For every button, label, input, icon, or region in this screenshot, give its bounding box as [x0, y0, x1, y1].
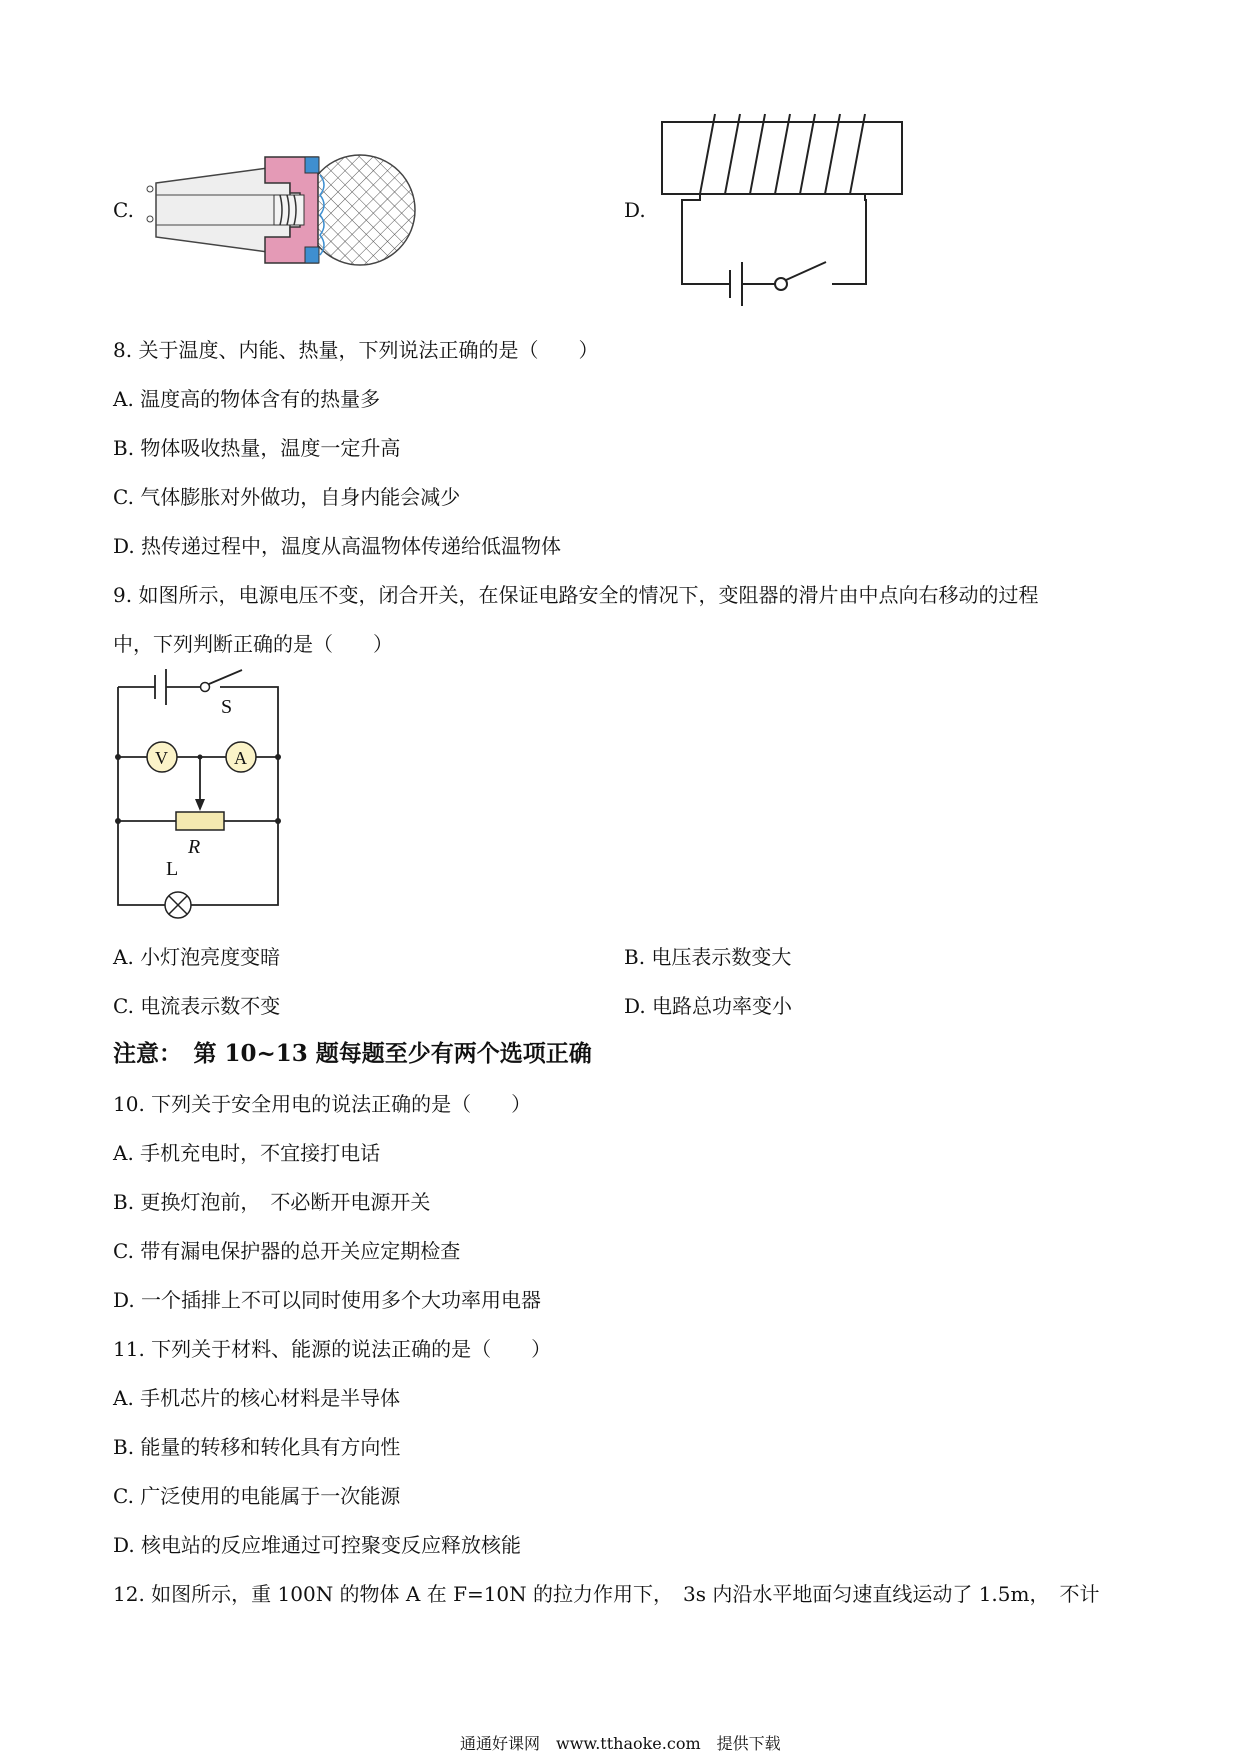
multi-answer-note: 注意： 第 10~13 题每题至少有两个选项正确 — [113, 1040, 592, 1067]
q8-option-b: B. 物体吸收热量，温度一定升高 — [113, 436, 401, 460]
q10-option-a: A. 手机充电时，不宜接打电话 — [113, 1141, 381, 1165]
electromagnet-figure — [660, 112, 920, 312]
q9-stem-line2: 中，下列判断正确的是（ ） — [113, 632, 393, 656]
q9-circuit-figure — [110, 665, 310, 915]
q11-stem: 11. 下列关于材料、能源的说法正确的是（ ） — [113, 1337, 552, 1361]
microphone-figure — [140, 135, 440, 285]
q9-option-d: D. 电路总功率变小 — [624, 994, 793, 1018]
resistor-label: R — [188, 836, 201, 858]
q8-option-c: C. 气体膨胀对外做功，自身内能会减少 — [113, 485, 461, 509]
lamp-label: L — [166, 858, 179, 880]
q9-option-c: C. 电流表示数不变 — [113, 994, 281, 1018]
q12-stem: 12. 如图所示，重 100N 的物体 A 在 F=10N 的拉力作用下， 3s 内沿水平地面匀速直线运动了 1.5m， 不计 — [113, 1582, 1100, 1606]
option-d-label: D. — [624, 198, 646, 222]
q10-option-c: C. 带有漏电保护器的总开关应定期检查 — [113, 1239, 461, 1263]
page-footer: 通通好课网 www.tthaoke.com 提供下载 — [460, 1734, 781, 1753]
q9-stem-line1: 9. 如图所示，电源电压不变，闭合开关，在保证电路安全的情况下，变阻器的滑片由中点向右移动的过程 — [113, 583, 1039, 607]
svg-text:A: A — [234, 748, 247, 768]
q11-option-c: C. 广泛使用的电能属于一次能源 — [113, 1484, 401, 1508]
q11-option-b: B. 能量的转移和转化具有方向性 — [113, 1435, 401, 1459]
svg-text:V: V — [155, 748, 168, 768]
q11-option-a: A. 手机芯片的核心材料是半导体 — [113, 1386, 401, 1410]
q10-option-d: D. 一个插排上不可以同时使用多个大功率用电器 — [113, 1288, 542, 1312]
switch-label: S — [221, 696, 233, 718]
q8-stem: 8. 关于温度、内能、热量，下列说法正确的是（ ） — [113, 338, 599, 362]
q10-stem: 10. 下列关于安全用电的说法正确的是（ ） — [113, 1092, 532, 1116]
q11-option-d: D. 核电站的反应堆通过可控聚变反应释放核能 — [113, 1533, 522, 1557]
rheostat — [176, 812, 224, 830]
option-c-label: C. — [113, 198, 134, 222]
q8-option-d: D. 热传递过程中，温度从高温物体传递给低温物体 — [113, 534, 562, 558]
q10-option-b: B. 更换灯泡前， 不必断开电源开关 — [113, 1190, 431, 1214]
q9-option-a: A. 小灯泡亮度变暗 — [113, 945, 281, 969]
q8-option-a: A. 温度高的物体含有的热量多 — [113, 387, 381, 411]
q9-option-b: B. 电压表示数变大 — [624, 945, 792, 969]
